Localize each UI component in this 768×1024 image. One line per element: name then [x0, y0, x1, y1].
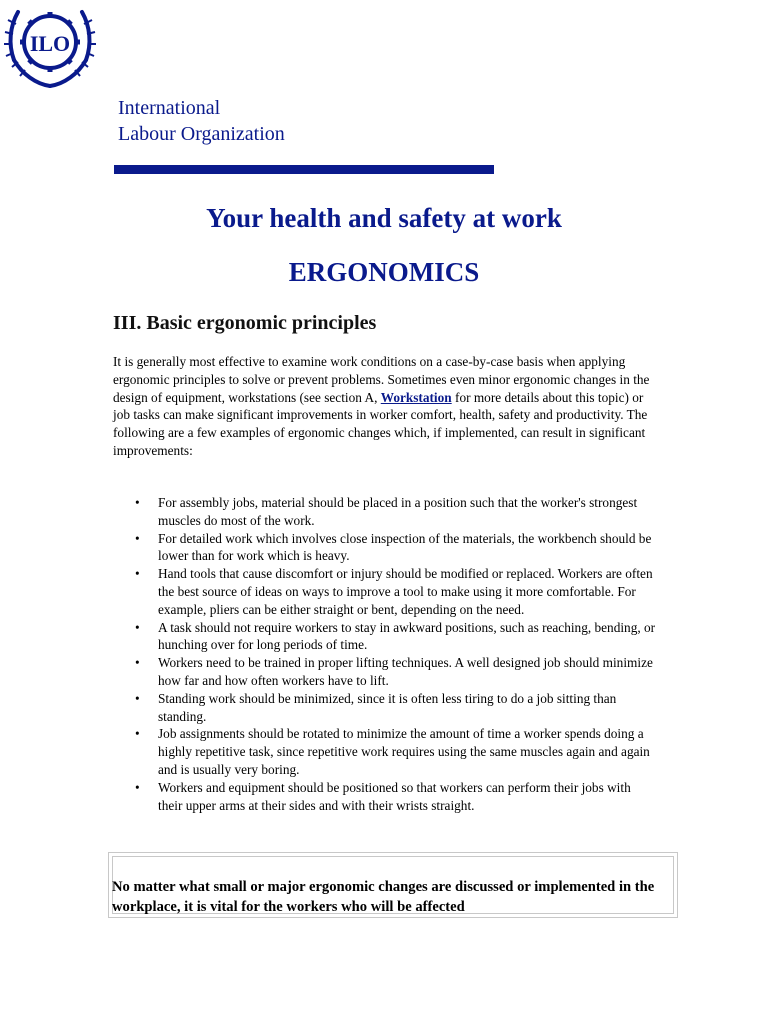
- intro-text-before: It is generally most effective to examine work conditions on a case-by-case basis when applying ergonomic principles to solve or prevent problems. Sometimes even minor ergonomic changes in the design of equipment, workstations (see section A,: [113, 354, 650, 405]
- list-item: [113, 779, 658, 815]
- list-item: [113, 619, 658, 655]
- list-item-text: Workers and equipment should be positioned so that workers can perform their jobs with their upper arms at their sides and with their wrists straight.: [158, 779, 631, 813]
- list-item-text: A task should not require workers to stay in awkward positions, such as reaching, bending, or hunching over for long periods of time.: [158, 619, 656, 653]
- note-text: No matter what small or major ergonomic changes are discussed or implemented in the workplace, it is vital for the workers who will be affected: [112, 879, 655, 915]
- intro-text-after: for more details about this topic) or job tasks can make significant improvements in worker comfort, health, safety and productivity. The following are a few examples of ergonomic changes which, if implemented, can result in significant improvements:: [113, 389, 648, 458]
- list-item: [113, 725, 658, 778]
- list-item: [113, 690, 658, 726]
- bullet-icon: •: [135, 690, 140, 706]
- list-item: [113, 654, 658, 690]
- list-item: [113, 530, 658, 566]
- workstation-link[interactable]: Workstation: [380, 389, 452, 405]
- organization-line-1: International: [118, 97, 221, 119]
- bullet-icon: •: [135, 619, 140, 635]
- list-item-text: For detailed work which involves close inspection of the materials, the workbench should be lower than for work which is heavy.: [158, 530, 652, 564]
- bullet-icon: •: [135, 495, 140, 510]
- list-item-text: For assembly jobs, material should be placed in a position such that the worker's strongest muscles do most of the work.: [158, 495, 638, 528]
- ilo-logo-text: ILO: [29, 31, 71, 56]
- bullet-icon: •: [135, 655, 140, 671]
- list-item-text: Job assignments should be rotated to minimize the amount of time a worker spends doing a highly repetitive task, since repetitive work requires using the same muscles again and again and is usually very boring.: [158, 726, 650, 777]
- page-title: Your health and safety at work: [206, 203, 562, 233]
- bullet-icon: •: [135, 530, 140, 546]
- ergonomic-changes-list: [113, 494, 658, 814]
- list-item-text: Workers need to be trained in proper lifting techniques. A well designed job should minimize how far and how often workers have to lift.: [158, 655, 653, 688]
- list-item: [113, 565, 658, 618]
- bullet-icon: •: [135, 566, 140, 582]
- ilo-logo: [0, 0, 100, 92]
- organization-name: [118, 95, 285, 147]
- intro-paragraph: [113, 353, 653, 460]
- page-subtitle: ERGONOMICS: [288, 257, 480, 287]
- section-heading: III. Basic ergonomic principles: [113, 312, 377, 334]
- header-divider: [114, 165, 494, 174]
- list-item: [113, 494, 658, 530]
- list-item-text: Standing work should be minimized, since it is often less tiring to do a job sitting than standing.: [158, 690, 617, 724]
- organization-line-2: Labour Organization: [118, 123, 285, 145]
- bullet-icon: •: [135, 726, 140, 742]
- list-item-text: Hand tools that cause discomfort or injury should be modified or replaced. Workers are often the best source of ideas on ways to improve a tool to make using it more comfortable. For example, pliers can be either straight or bent, depending on the need.: [158, 566, 653, 617]
- bullet-icon: •: [135, 779, 140, 795]
